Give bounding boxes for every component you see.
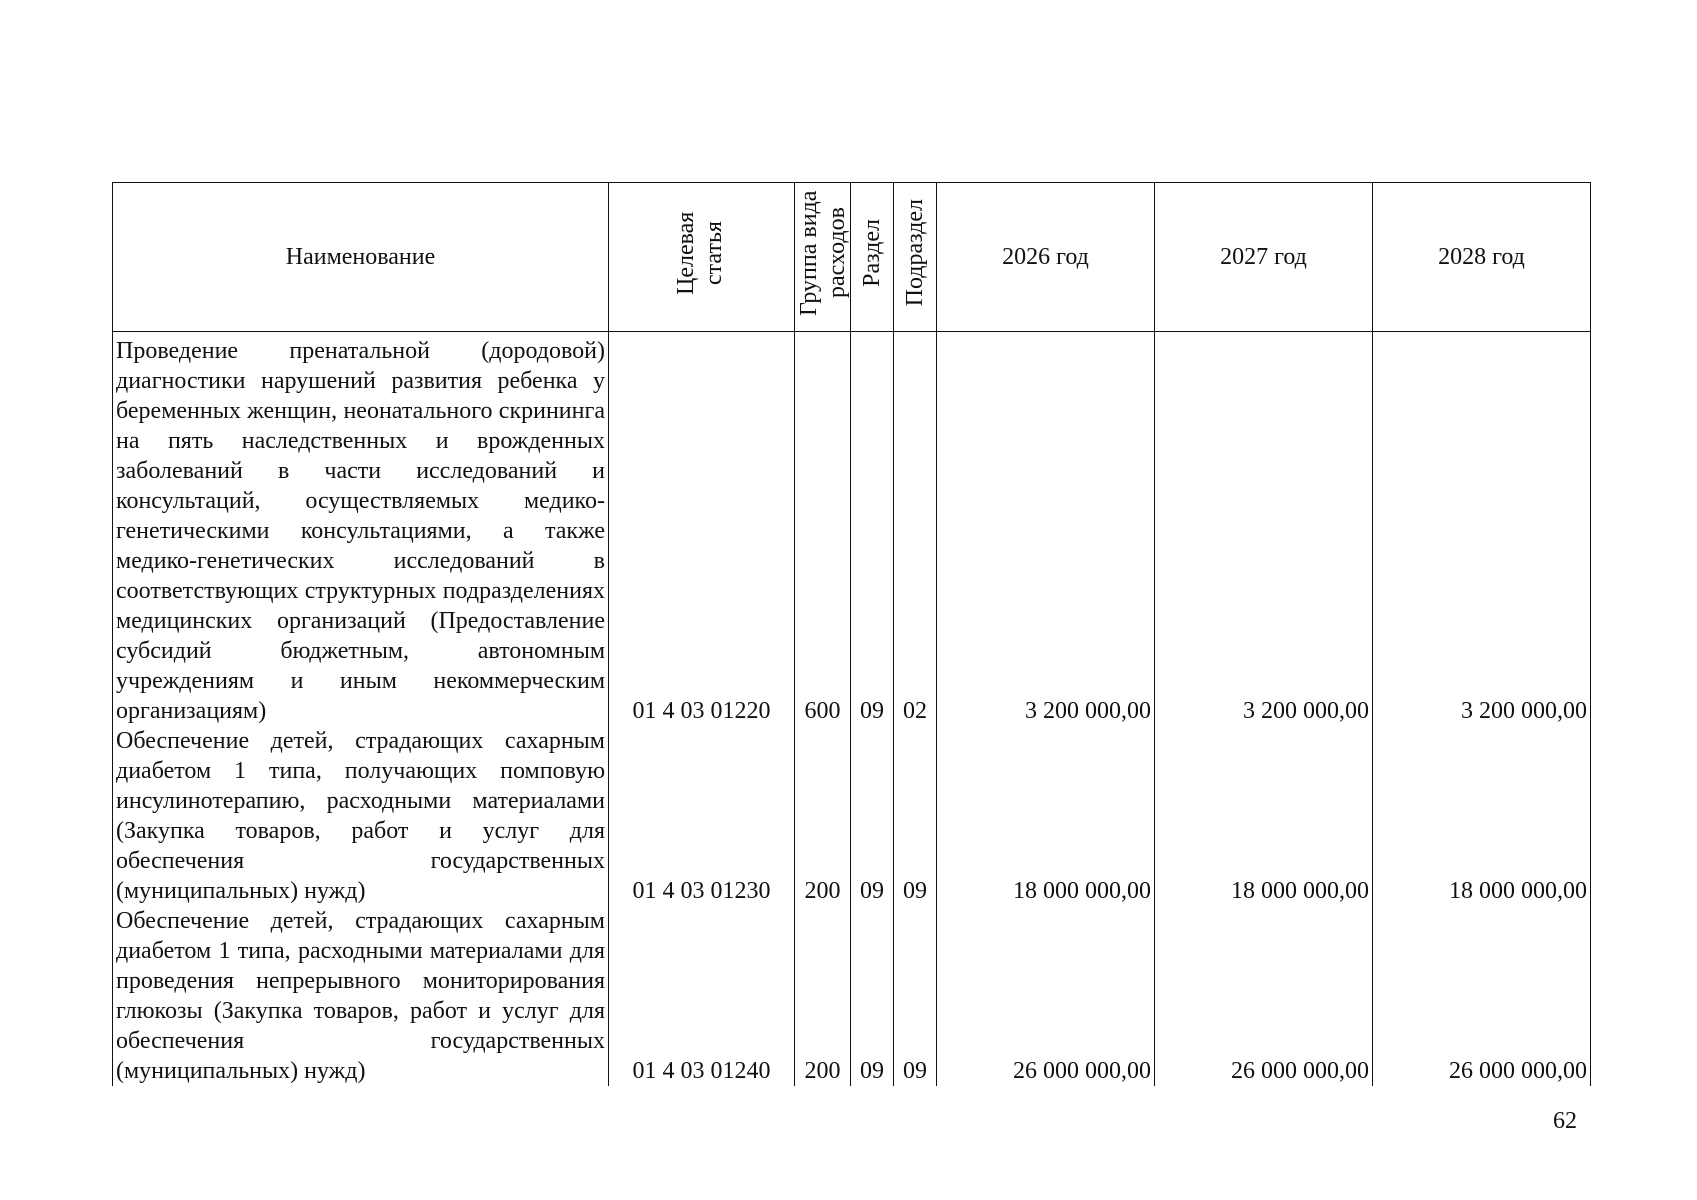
row-name: Обеспечение детей, страдающих сахарным диабетом 1 типа, расходными материалами для проведения непрерывного мониторирования глюкозы (Закупка товаров, работ и услуг для обеспечения государственных (муниципальных) нужд) <box>113 906 609 1086</box>
row-target-article: 01 4 03 01230 <box>609 726 795 906</box>
header-year-2027: 2027 год <box>1155 183 1373 332</box>
row-subsection: 09 <box>894 906 937 1086</box>
row-amount-2026: 3 200 000,00 <box>937 332 1155 727</box>
row-amount-2028: 26 000 000,00 <box>1373 906 1591 1086</box>
row-section: 09 <box>851 726 894 906</box>
budget-table <box>112 182 1591 1086</box>
row-target-article: 01 4 03 01240 <box>609 906 795 1086</box>
row-amount-2027: 3 200 000,00 <box>1155 332 1373 727</box>
row-amount-2028: 18 000 000,00 <box>1373 726 1591 906</box>
header-year-2028: 2028 год <box>1373 183 1591 332</box>
header-section: Раздел <box>851 183 894 332</box>
row-expense-group: 200 <box>795 726 851 906</box>
row-amount-2027: 26 000 000,00 <box>1155 906 1373 1086</box>
table-row <box>113 332 1591 727</box>
table-header-row <box>113 183 1591 332</box>
row-expense-group: 200 <box>795 906 851 1086</box>
table-row <box>113 726 1591 906</box>
row-name: Проведение пренатальной (дородовой) диагностики нарушений развития ребенка у беременных женщин, неонатального скрининга на пять наследственных и врожденных заболеваний в части исследований и консультаций, осуществляемых медико-генетическими консультациями, а также медико-генетических исследований в соответствующих структурных подразделениях медицинских организаций (Предоставление субсидий бюджетным, автономным учреждениям и иным некоммерческим организациям) <box>113 332 609 727</box>
row-section: 09 <box>851 332 894 727</box>
header-year-2026: 2026 год <box>937 183 1155 332</box>
row-name: Обеспечение детей, страдающих сахарным диабетом 1 типа, получающих помповую инсулинотерапию, расходными материалами (Закупка товаров, работ и услуг для обеспечения государственных (муниципальных) нужд) <box>113 726 609 906</box>
table-row <box>113 906 1591 1086</box>
header-expense-group: Группа вида расходов <box>795 183 851 332</box>
row-amount-2026: 18 000 000,00 <box>937 726 1155 906</box>
header-subsection: Подраздел <box>894 183 937 332</box>
row-amount-2028: 3 200 000,00 <box>1373 332 1591 727</box>
header-target-article: Целевая статья <box>609 183 795 332</box>
page-number: 62 <box>1553 1108 1577 1134</box>
row-subsection: 02 <box>894 332 937 727</box>
row-subsection: 09 <box>894 726 937 906</box>
row-expense-group: 600 <box>795 332 851 727</box>
row-amount-2026: 26 000 000,00 <box>937 906 1155 1086</box>
row-section: 09 <box>851 906 894 1086</box>
header-name: Наименование <box>113 183 609 332</box>
row-target-article: 01 4 03 01220 <box>609 332 795 727</box>
row-amount-2027: 18 000 000,00 <box>1155 726 1373 906</box>
